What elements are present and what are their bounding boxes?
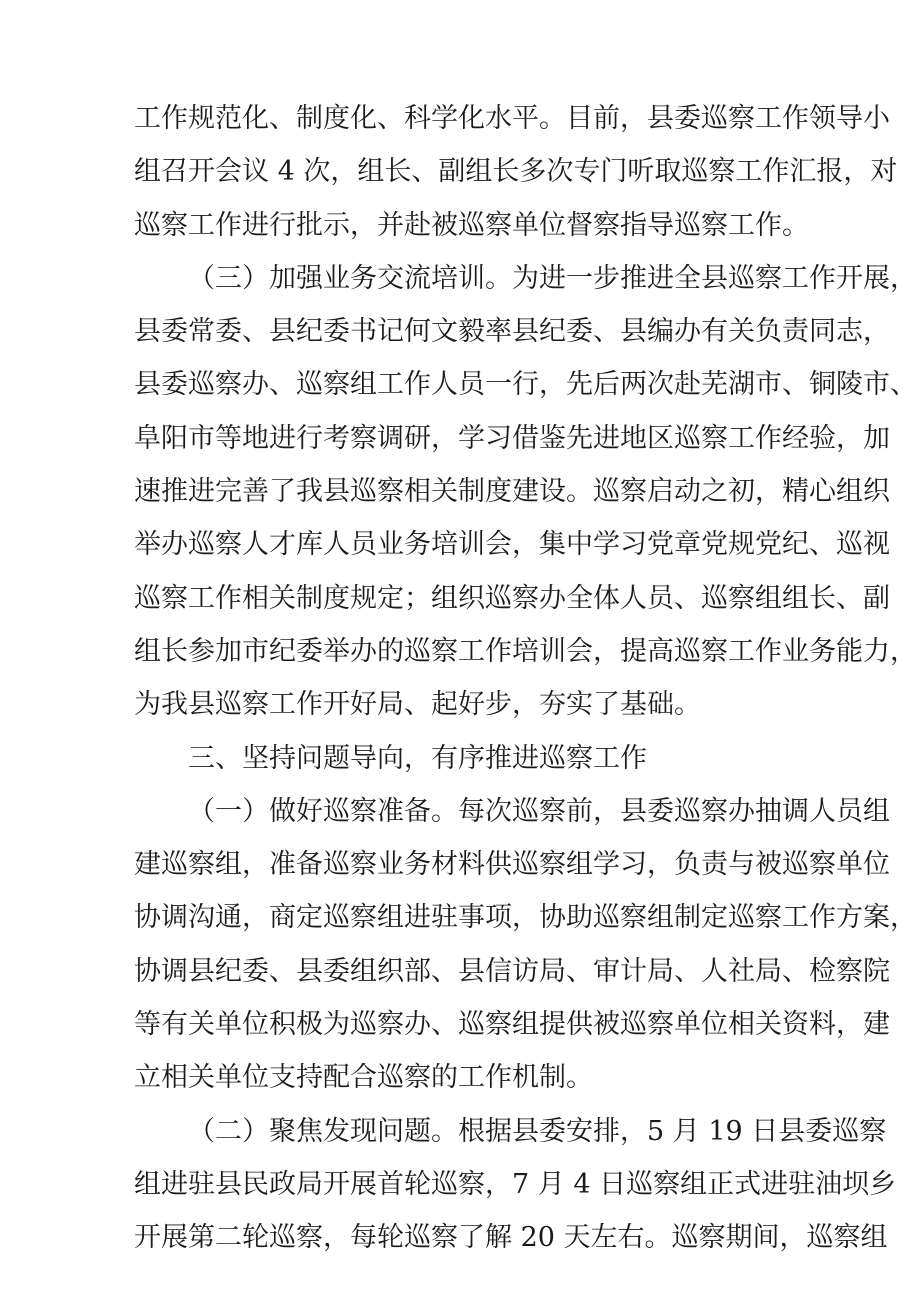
text-line: 为我县巡察工作开好局、起好步，夯实了基础。 (134, 689, 701, 721)
text-line: 组进驻县民政局开展首轮巡察，7 月 4 日巡察组正式进驻油坝乡 (134, 1168, 897, 1200)
text-line: 巡察工作相关制度规定；组织巡察办全体人员、巡察组组长、副 (134, 582, 890, 614)
text-line: 立相关单位支持配合巡察的工作机制。 (134, 1062, 593, 1094)
paragraph-heading-1: （一）做好巡察准备。每次巡察前，县委巡察办抽调人员组 (188, 795, 890, 827)
text-line: 组长参加市纪委举办的巡察工作培训会，提高巡察工作业务能力， (134, 635, 917, 667)
section-heading: 三、坚持问题导向，有序推进巡察工作 (188, 742, 647, 774)
text-line: 速推进完善了我县巡察相关制度建设。巡察启动之初，精心组织 (134, 476, 890, 508)
text-line: 等有关单位积极为巡察办、巡察组提供被巡察单位相关资料，建 (134, 1009, 890, 1041)
text-line: 开展第二轮巡察，每轮巡察了解 20 天左右。巡察期间，巡察组 (134, 1222, 888, 1254)
text-line: 协调县纪委、县委组织部、县信访局、审计局、人社局、检察院 (134, 955, 890, 987)
text-line: 阜阳市等地进行考察调研，学习借鉴先进地区巡察工作经验，加 (134, 422, 890, 454)
text-line: 县委巡察办、巡察组工作人员一行，先后两次赴芜湖市、铜陵市、 (134, 369, 917, 401)
text-line: 巡察工作进行批示，并赴被巡察单位督察指导巡察工作。 (134, 209, 809, 241)
paragraph-heading-2: （二）聚焦发现问题。根据县委安排，5 月 19 日县委巡察 (188, 1115, 887, 1147)
body-text (134, 92, 917, 1265)
text-line: 举办巡察人才库人员业务培训会，集中学习党章党规党纪、巡视 (134, 529, 890, 561)
text-line: 县委常委、县纪委书记何文毅率县纪委、县编办有关负责同志， (134, 316, 890, 348)
text-line: 组召开会议 4 次，组长、副组长多次专门听取巡察工作汇报，对 (134, 156, 898, 188)
text-line: 建巡察组，准备巡察业务材料供巡察组学习，负责与被巡察单位 (134, 849, 890, 881)
text-line: 协调沟通，商定巡察组进驻事项，协助巡察组制定巡察工作方案， (134, 902, 917, 934)
text-line: 工作规范化、制度化、科学化水平。目前，县委巡察工作领导小 (134, 103, 890, 134)
paragraph-heading-3: （三）加强业务交流培训。为进一步推进全县巡察工作开展， (188, 262, 917, 294)
